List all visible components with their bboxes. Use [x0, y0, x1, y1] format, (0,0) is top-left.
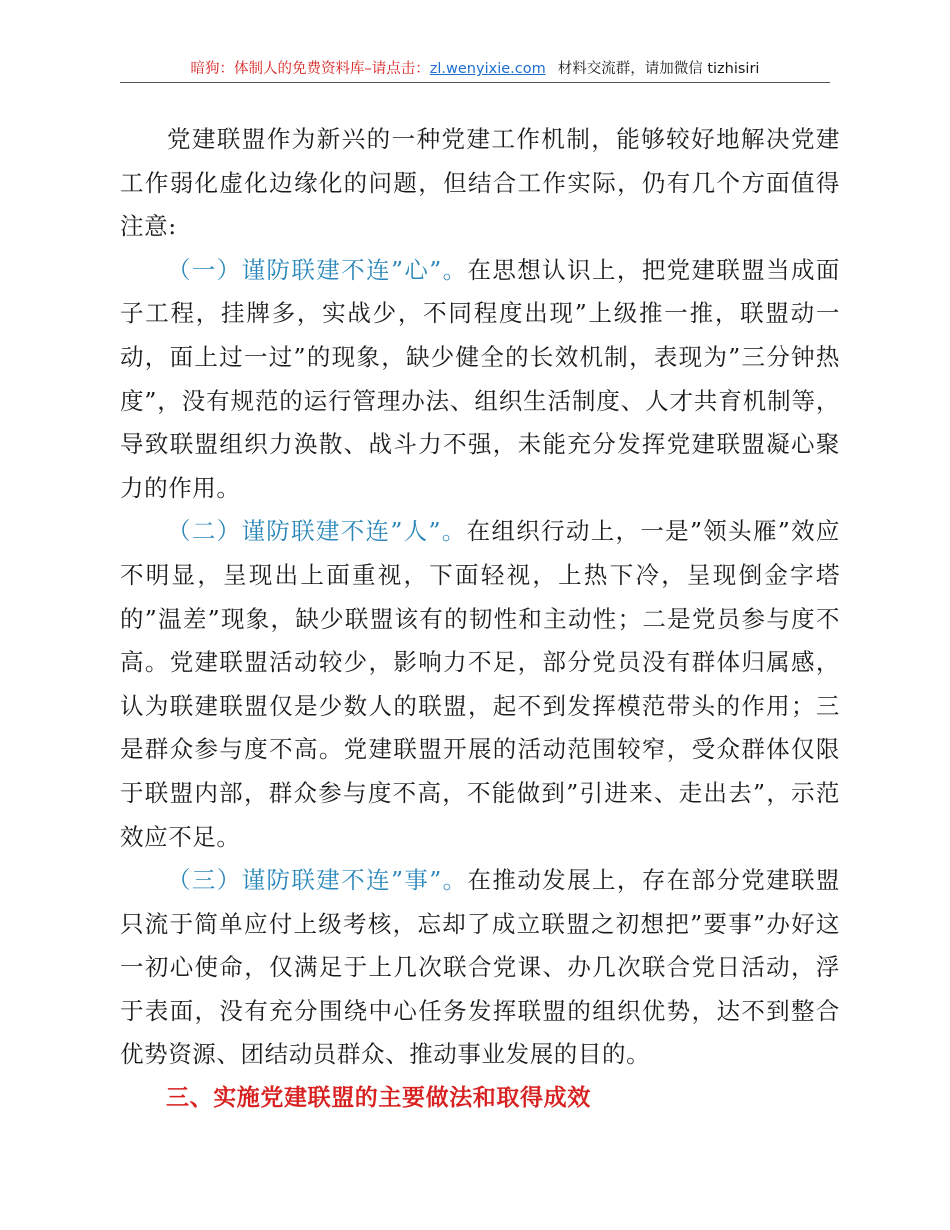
intro-paragraph: 党建联盟作为新兴的一种党建工作机制，能够较好地解决党建工作弱化虚化边缘化的问题，但结合工作实际，仍有几个方面值得注意: — [120, 125, 840, 241]
section-heading: 三、实施党建联盟的主要做法和取得成效 — [166, 1085, 591, 1112]
point-title-1: （一）谨防联建不连”心”。 — [167, 255, 468, 284]
document-body — [120, 118, 840, 1121]
point-paragraph-3 — [120, 859, 840, 1077]
point-body-2: 在组织行动上，一是”领头雁”效应不明显，呈现出上面重视，下面轻视，上热下冷，呈现倒金字塔的”温差”现象，缺少联盟该有的韧性和主动性；二是党员参与度不高。党建联盟活动较少，影响力不足，部分党员没有群体归属感，认为联建联盟仅是少数人的联盟，起不到发挥模范带头的作用；三是群众参与度不高。党建联盟开展的活动范围较窄，受众群体仅限于联盟内部，群众参与度不高，不能做到”引进来、走出去”，示范效应不足。 — [120, 517, 840, 851]
point-body-3: 在推动发展上，存在部分党建联盟只流于简单应付上级考核，忘却了成立联盟之初想把”要事”办好这一初心使命，仅满足于上几次联合党课、办几次联合党日活动，浮于表面，没有充分围绕中心任务发挥联盟的组织优势，达不到整合优势资源、团结动员群众、推动事业发展的目的。 — [120, 866, 841, 1069]
point-paragraph-2 — [120, 510, 840, 859]
header-cta: –请点击： — [364, 61, 430, 77]
point-body-1: 在思想认识上，把党建联盟当成面子工程，挂牌多，实战少，不同程度出现”上级推一推，联盟动一动，面上过一过”的现象，缺少健全的长效机制，表现为”三分钟热度”，没有规范的运行管理办法、组织生活制度、人才共育机制等，导致联盟组织力涣散、战斗力不强，未能充分发挥党建联盟凝心聚力的作用。 — [120, 255, 841, 502]
header-wechat: 材料交流群，请加微信 tizhisiri — [557, 61, 760, 77]
point-title-3: （三）谨防联建不连”事”。 — [167, 866, 468, 895]
point-title-2: （二）谨防联建不连”人”。 — [167, 517, 467, 546]
point-paragraph-1 — [120, 249, 840, 511]
header-link[interactable]: zl.wenyixie.com — [429, 61, 546, 77]
page-header — [120, 56, 830, 83]
header-brand: 暗狗：体制人的免费资料库 — [190, 61, 365, 77]
